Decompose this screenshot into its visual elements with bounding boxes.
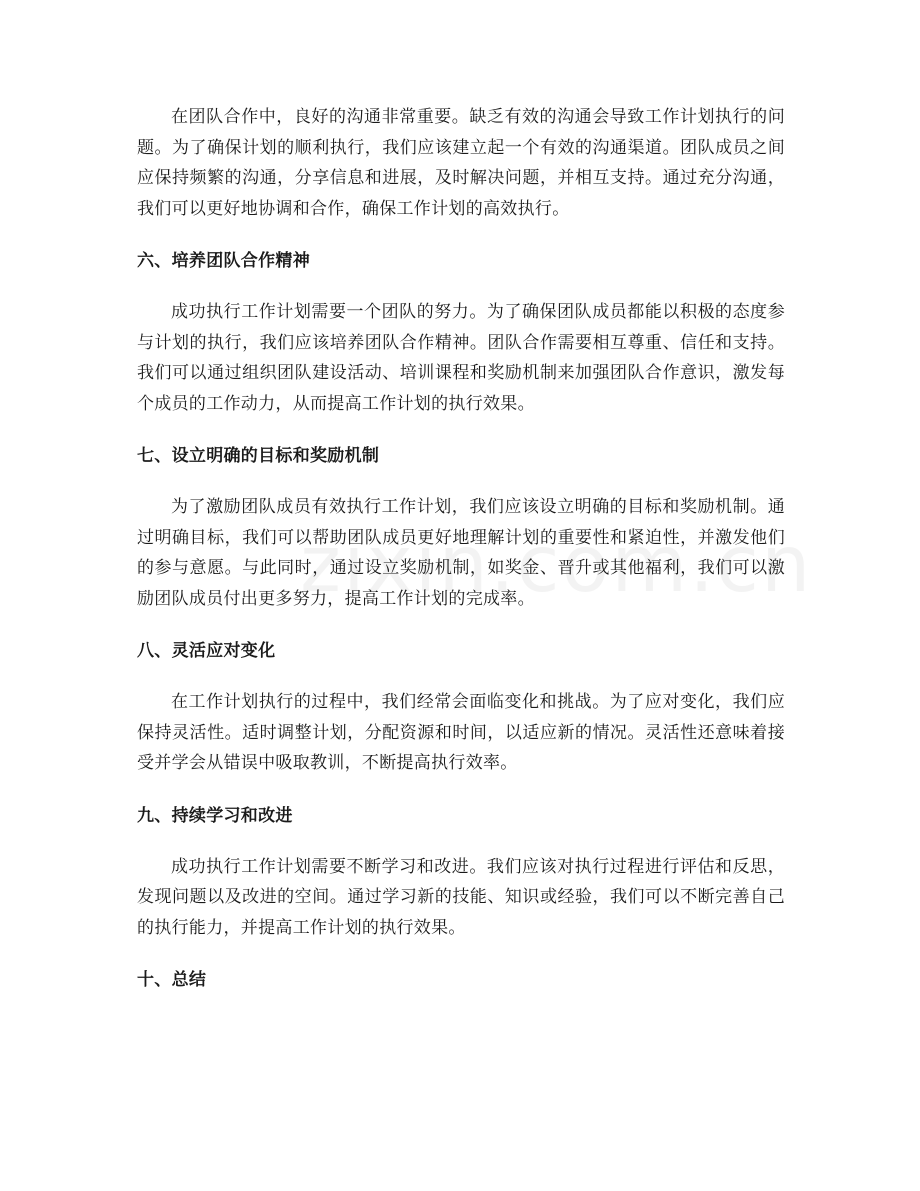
- paragraph-teamwork: 成功执行工作计划需要一个团队的努力。为了确保团队成员都能以积极的态度参与计划的执行，我们应该培养团队合作精神。团队合作需要相互尊重、信任和支持。我们可以通过组织团队建设活动、培训课程和奖励机制来加强团队合作意识，激发每个成员的工作动力，从而提高工作计划的执行效果。: [137, 302, 785, 414]
- heading-flexibility: 八、灵活应对变化: [137, 641, 276, 661]
- paragraph-learning: 成功执行工作计划需要不断学习和改进。我们应该对执行过程进行评估和反思，发现问题以及改进的空间。通过学习新的技能、知识或经验，我们可以不断完善自己的执行能力，并提高工作计划的执行效果。: [137, 856, 785, 938]
- document-body: [137, 102, 785, 995]
- heading-learning: 九、持续学习和改进: [137, 805, 293, 826]
- paragraph-flexibility: 在工作计划执行的过程中，我们经常会面临变化和挑战。为了应对变化，我们应保持灵活性。适时调整计划，分配资源和时间，以适应新的情况。灵活性还意味着接受并学会从错误中吸取教训，不断提高执行效率。: [137, 692, 785, 773]
- paragraph-goals-rewards: 为了激励团队成员有效执行工作计划，我们应该设立明确的目标和奖励机制。通过明确目标，我们可以帮助团队成员更好地理解计划的重要性和紧迫性，并激发他们的参与意愿。与此同时，通过设立奖励机制，如奖金、晋升或其他福利，我们可以激励团队成员付出更多努力，提高工作计划的完成率。: [137, 497, 785, 609]
- heading-teamwork: 六、培养团队合作精神: [137, 251, 310, 271]
- paragraph-communication: 在团队合作中，良好的沟通非常重要。缺乏有效的沟通会导致工作计划执行的问题。为了确保计划的顺利执行，我们应该建立起一个有效的沟通渠道。团队成员之间应保持频繁的沟通，分享信息和进展，及时解决问题，并相互支持。通过充分沟通，我们可以更好地协调和合作，确保工作计划的高效执行。: [137, 107, 785, 219]
- heading-summary: 十、总结: [137, 970, 207, 990]
- heading-goals-rewards: 七、设立明确的目标和奖励机制: [137, 446, 380, 466]
